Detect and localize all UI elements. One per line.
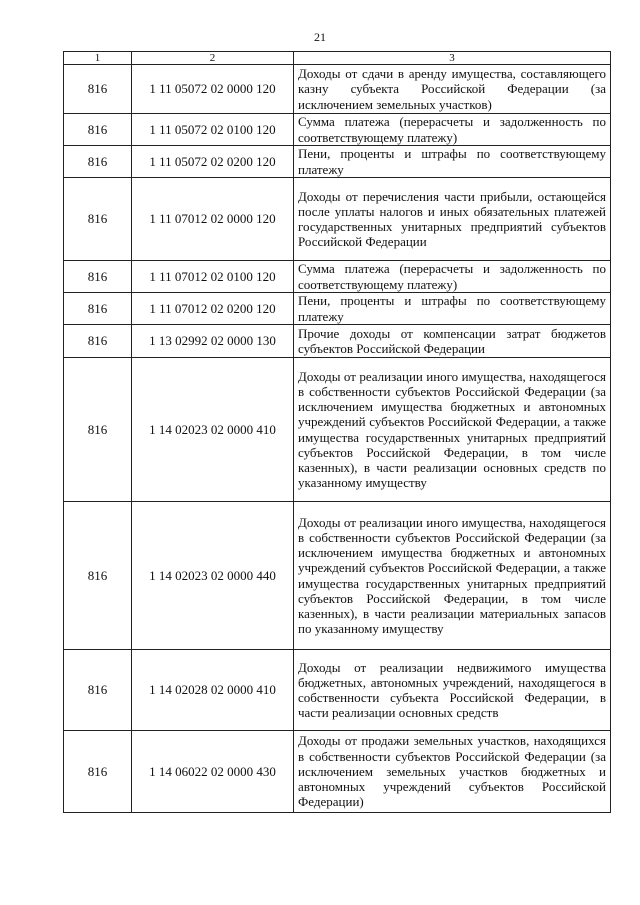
- header-row: [64, 52, 611, 65]
- admin-code-cell: 816: [64, 65, 132, 114]
- table-row: [64, 731, 611, 813]
- revenue-name-cell: Сумма платежа (перерасчеты и задолженность по соответствующему платежу): [294, 261, 611, 293]
- table-row: [64, 146, 611, 178]
- admin-code-cell: 816: [64, 650, 132, 731]
- kbk-code-cell: 1 11 07012 02 0100 120: [132, 261, 294, 293]
- revenue-name-cell: Доходы от перечисления части прибыли, остающейся после уплаты налогов и иных обязательных платежей государственных унитарных предприятий субъектов Российской Федерации: [294, 178, 611, 261]
- table-row: [64, 114, 611, 146]
- table-row: [64, 358, 611, 502]
- table-row: [64, 261, 611, 293]
- table-row: [64, 650, 611, 731]
- table-row: [64, 293, 611, 325]
- admin-code-cell: 816: [64, 114, 132, 146]
- admin-code-cell: 816: [64, 325, 132, 358]
- table-row: [64, 502, 611, 650]
- revenue-name-cell: Пени, проценты и штрафы по соответствующему платежу: [294, 293, 611, 325]
- kbk-code-cell: 1 11 07012 02 0000 120: [132, 178, 294, 261]
- column-header-1: 1: [64, 52, 132, 65]
- kbk-code-cell: 1 14 06022 02 0000 430: [132, 731, 294, 813]
- revenue-name-cell: Доходы от реализации иного имущества, находящегося в собственности субъектов Российской Федерации (за исключением имущества бюджетных и автономных учреждений субъектов Российской Федерации, а также имущества государственных унитарных предприятий субъектов Российской Федерации, в том числе казенных), в части реализации материальных запасов по указанному имуществу: [294, 502, 611, 650]
- revenue-name-cell: Доходы от продажи земельных участков, находящихся в собственности субъектов Российской Федерации (за исключением земельных участков бюджетных и автономных учреждений субъектов Российской Федерации): [294, 731, 611, 813]
- admin-code-cell: 816: [64, 261, 132, 293]
- table-row: [64, 65, 611, 114]
- admin-code-cell: 816: [64, 178, 132, 261]
- kbk-code-cell: 1 14 02023 02 0000 410: [132, 358, 294, 502]
- admin-code-cell: 816: [64, 293, 132, 325]
- table-row: [64, 325, 611, 358]
- admin-code-cell: 816: [64, 731, 132, 813]
- revenue-name-cell: Сумма платежа (перерасчеты и задолженность по соответствующему платежу): [294, 114, 611, 146]
- revenue-name-cell: Пени, проценты и штрафы по соответствующему платежу: [294, 146, 611, 178]
- kbk-code-cell: 1 11 05072 02 0200 120: [132, 146, 294, 178]
- admin-code-cell: 816: [64, 358, 132, 502]
- kbk-code-cell: 1 11 05072 02 0000 120: [132, 65, 294, 114]
- revenue-name-cell: Доходы от реализации недвижимого имущества бюджетных, автономных учреждений, находящегося в собственности субъекта Российской Федерации, в части реализации основных средств: [294, 650, 611, 731]
- column-header-3: 3: [294, 52, 611, 65]
- budget-revenue-table: [63, 51, 611, 813]
- page-number: 21: [314, 30, 326, 44]
- kbk-code-cell: 1 13 02992 02 0000 130: [132, 325, 294, 358]
- revenue-name-cell: Прочие доходы от компенсации затрат бюджетов субъектов Российской Федерации: [294, 325, 611, 358]
- admin-code-cell: 816: [64, 146, 132, 178]
- kbk-code-cell: 1 14 02028 02 0000 410: [132, 650, 294, 731]
- kbk-code-cell: 1 11 05072 02 0100 120: [132, 114, 294, 146]
- admin-code-cell: 816: [64, 502, 132, 650]
- kbk-code-cell: 1 14 02023 02 0000 440: [132, 502, 294, 650]
- column-header-2: 2: [132, 52, 294, 65]
- table-row: [64, 178, 611, 261]
- revenue-name-cell: Доходы от сдачи в аренду имущества, составляющего казну субъекта Российской Федерации (за исключением земельных участков): [294, 65, 611, 114]
- revenue-name-cell: Доходы от реализации иного имущества, находящегося в собственности субъектов Российской Федерации (за исключением имущества бюджетных и автономных учреждений субъектов Российской Федерации, а также имущества государственных унитарных предприятий субъектов Российской Федерации, в том числе казенных), в части реализации основных средств по указанному имуществу: [294, 358, 611, 502]
- kbk-code-cell: 1 11 07012 02 0200 120: [132, 293, 294, 325]
